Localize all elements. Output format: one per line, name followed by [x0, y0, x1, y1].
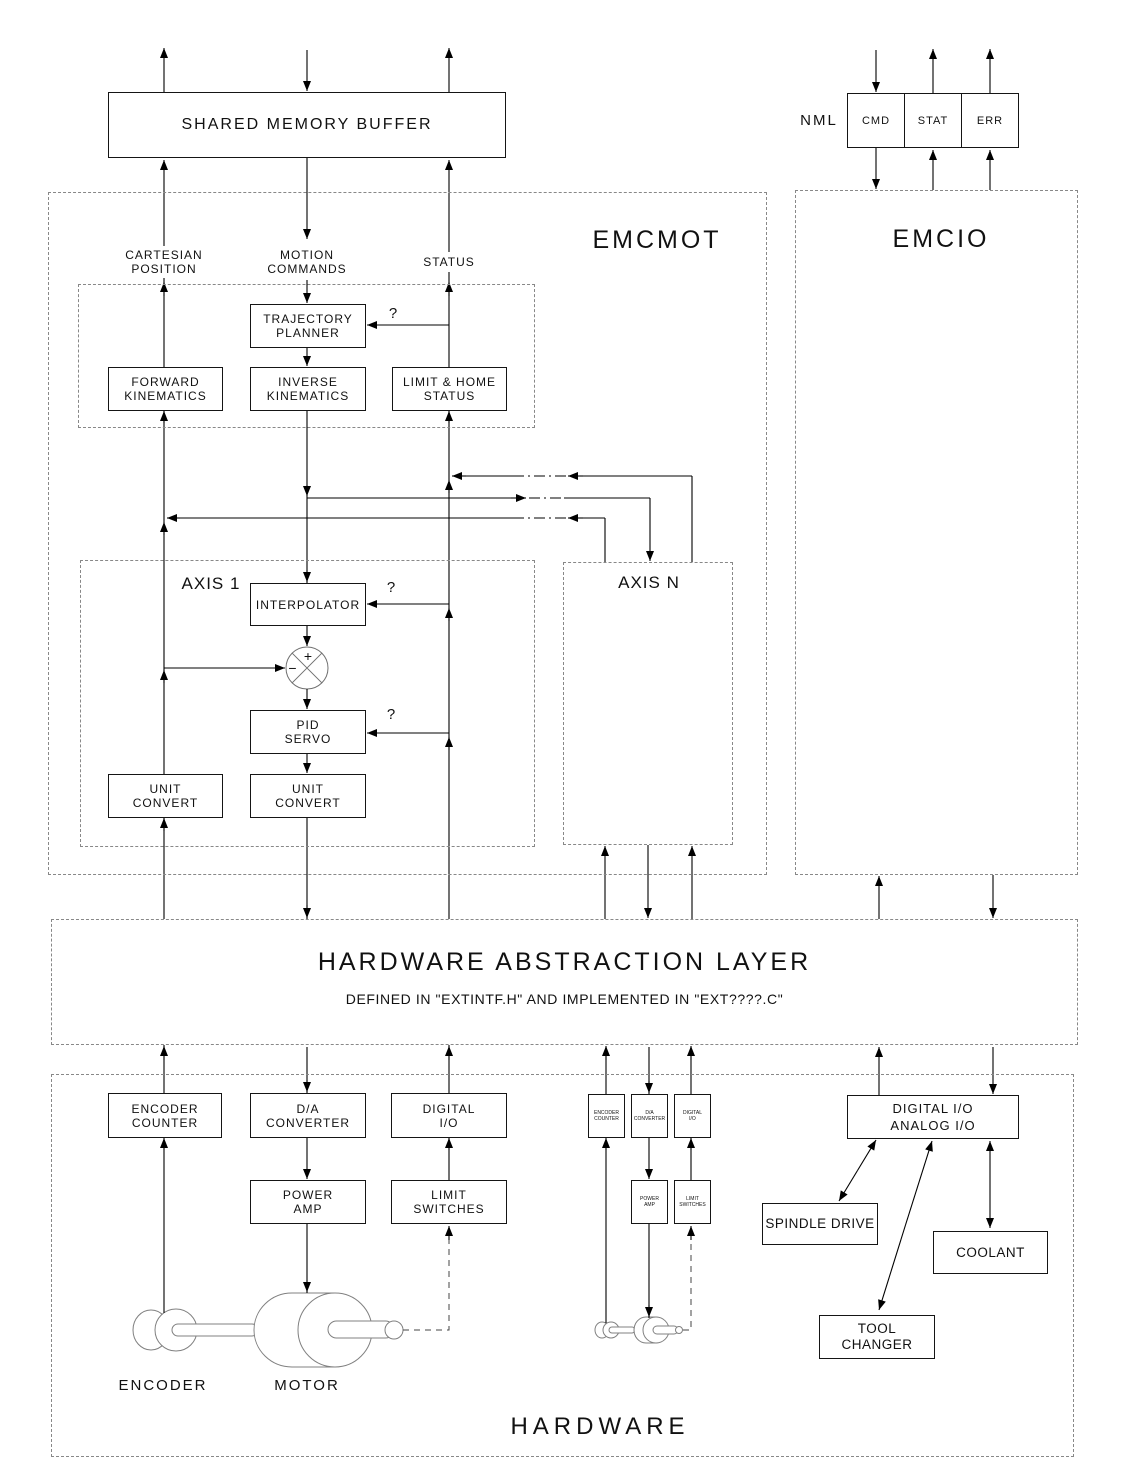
axis-n-title: AXIS N — [618, 573, 680, 592]
axis-n-region — [563, 562, 733, 845]
limit-switches-box-axis-n: LIMIT SWITCHES — [674, 1180, 711, 1224]
da-converter-box: D/A CONVERTER — [250, 1093, 366, 1138]
encoder-counter-box-axis-n: ENCODER COUNTER — [588, 1094, 625, 1138]
digital-io-box: DIGITAL I/O — [391, 1093, 507, 1138]
encoder-label: ENCODER — [118, 1377, 208, 1394]
da-converter-box-axis-n: D/A CONVERTER — [631, 1094, 668, 1138]
forward-kinematics-box: FORWARD KINEMATICS — [108, 367, 223, 411]
spindle-drive-box: SPINDLE DRIVE — [762, 1203, 878, 1245]
summing-junction-plus: + — [303, 648, 313, 664]
digital-analog-io-box: DIGITAL I/O ANALOG I/O — [847, 1095, 1019, 1139]
nml-stat-label: STAT — [917, 114, 949, 127]
power-amp-box-axis-n: POWER AMP — [631, 1180, 668, 1224]
status-label: STATUS — [423, 255, 475, 269]
emcio-region — [795, 190, 1078, 875]
axis1-title: AXIS 1 — [181, 574, 241, 593]
motion-commands-label: MOTION COMMANDS — [267, 248, 347, 276]
hal-title: HARDWARE ABSTRACTION LAYER — [317, 948, 812, 976]
motor-label: MOTOR — [274, 1377, 340, 1394]
nml-err-box — [961, 93, 1019, 148]
limit-switches-box: LIMIT SWITCHES — [391, 1180, 507, 1224]
unit-convert-output-box: UNIT CONVERT — [250, 774, 366, 818]
power-amp-box: POWER AMP — [250, 1180, 366, 1224]
interpolator-question-mark: ? — [386, 579, 396, 596]
nml-err-label: ERR — [976, 114, 1004, 127]
pid-servo-question-mark: ? — [386, 706, 396, 723]
summing-junction-minus: − — [288, 660, 297, 676]
pid-servo-box: PID SERVO — [250, 710, 366, 754]
hardware-title: HARDWARE — [510, 1413, 690, 1440]
nml-cmd-label: CMD — [861, 114, 891, 127]
trajectory-planner-question-mark: ? — [388, 305, 398, 322]
cartesian-position-label: CARTESIAN POSITION — [125, 248, 203, 276]
nml-stat-box — [904, 93, 962, 148]
nml-cmd-box — [847, 93, 905, 148]
tool-changer-box: TOOL CHANGER — [819, 1315, 935, 1359]
shared-memory-buffer-label: SHARED MEMORY BUFFER — [181, 116, 433, 133]
hal-region — [51, 919, 1078, 1045]
emcio-title: EMCIO — [892, 225, 990, 253]
encoder-counter-box: ENCODER COUNTER — [108, 1093, 222, 1138]
nml-label: NML — [800, 112, 838, 129]
coolant-box: COOLANT — [933, 1231, 1048, 1274]
unit-convert-position-box: UNIT CONVERT — [108, 774, 223, 818]
interpolator-box: INTERPOLATOR — [250, 583, 366, 626]
inverse-kinematics-box: INVERSE KINEMATICS — [250, 367, 366, 411]
hal-subtitle: DEFINED IN "EXTINTF.H" AND IMPLEMENTED IN "EXT????.C" — [345, 991, 784, 1007]
trajectory-planner-box: TRAJECTORY PLANNER — [250, 304, 366, 348]
shared-memory-buffer-box — [108, 92, 506, 158]
emcmot-title: EMCMOT — [592, 226, 722, 254]
digital-io-box-axis-n: DIGITAL I/O — [674, 1094, 711, 1138]
limit-home-status-box: LIMIT & HOME STATUS — [392, 367, 507, 411]
